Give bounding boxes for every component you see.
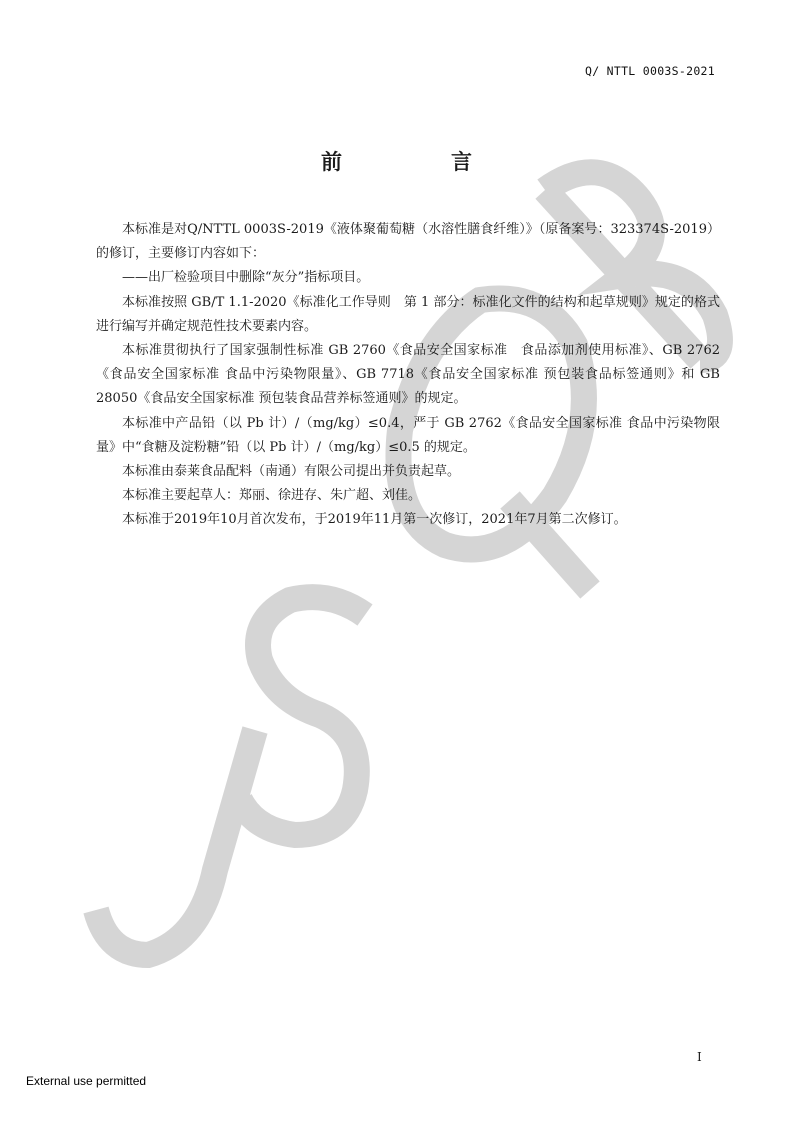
paragraph-revision-intro: 本标准是对Q/NTTL 0003S-2019《液体聚葡萄糖（水溶性膳食纤维）》（原备案号：323374S-2019）的修订，主要修订内容如下：	[96, 222, 720, 262]
watermark-letter-j	[96, 730, 255, 955]
foreword-body	[96, 218, 720, 533]
paragraph-drafting-rules: 本标准按照 GB/T 1.1-2020《标准化工作导则 第 1 部分：标准化文件的结构和起草规则》规定的格式进行编写并确定规范性技术要素内容。	[96, 294, 720, 334]
page-title: 前 言	[321, 150, 516, 174]
paragraph-lead-limit: 本标准中产品铅（以 Pb 计）/（mg/kg）≤0.4，严于 GB 2762《食品安全国家标准 食品中污染物限量》中“食糖及淀粉糖”铅（以 Pb 计）/（mg/kg）≤0.5 的规定。	[96, 415, 720, 455]
paragraph-revision-item: ——出厂检验项目中删除“灰分”指标项目。	[122, 270, 370, 286]
paragraph-history: 本标准于2019年10月首次发布，于2019年11月第一次修订，2021年7月第二次修订。	[122, 512, 627, 528]
paragraph-drafters: 本标准主要起草人：郑丽、徐进存、朱广超、刘佳。	[122, 488, 422, 504]
watermark-letter-s	[240, 597, 365, 835]
paragraph-proposer: 本标准由泰莱食品配料（南通）有限公司提出并负责起草。	[122, 464, 461, 480]
page-number: I	[697, 1050, 702, 1064]
document-code: Q/ NTTL 0003S-2021	[584, 64, 715, 78]
paragraph-mandatory-standards: 本标准贯彻执行了国家强制性标准 GB 2760《食品安全国家标准 食品添加剂使用标准》、GB 2762《食品安全国家标准 食品中污染物限量》、GB 7718《食品安全国家标准 预包装食品标签通则》和 GB 28050《食品安全国家标准 预包装食品营养标签通则》的规定。	[96, 343, 720, 407]
footer-note: External use permitted	[26, 1074, 147, 1088]
